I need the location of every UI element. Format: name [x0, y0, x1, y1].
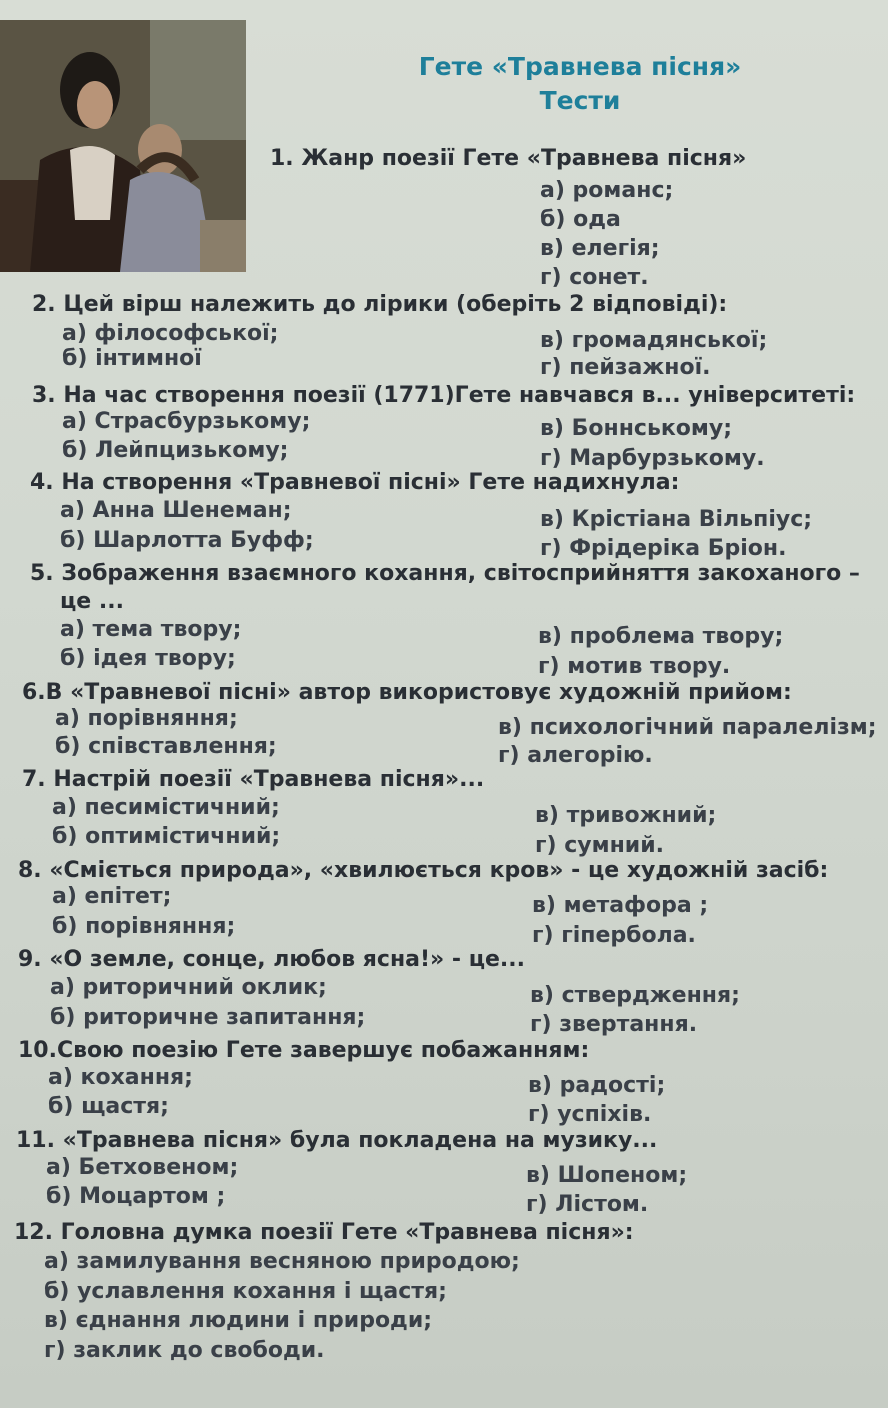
option-9a: а) риторичний оклик; — [50, 975, 327, 1000]
option-4a: а) Анна Шенеман; — [60, 498, 292, 523]
option-5c: в) проблема твору; — [538, 624, 784, 649]
option-3b: б) Лейпцизькому; — [62, 438, 289, 463]
question-5: 5. Зображення взаємного кохання, світосприйняття закоханого – — [30, 561, 860, 586]
question-2: 2. Цей вірш належить до лірики (оберіть 2 відповіді): — [32, 292, 728, 317]
option-11d: г) Лістом. — [526, 1192, 649, 1217]
question-5-cont: це ... — [60, 589, 124, 614]
question-1: 1. Жанр поезії Гете «Травнева пісня» — [270, 146, 747, 171]
option-6b: б) співставлення; — [55, 734, 277, 759]
option-5d: г) мотив твору. — [538, 654, 731, 679]
option-12a: а) замилування весняною природою; — [44, 1249, 520, 1274]
option-8b: б) порівняння; — [52, 914, 236, 939]
option-8c: в) метафора ; — [532, 893, 709, 918]
option-2c: в) громадянської; — [540, 328, 768, 353]
title-line: Гете «Травнева пісня» — [418, 52, 742, 81]
option-11b: б) Моцартом ; — [46, 1184, 226, 1209]
option-4b: б) Шарлотта Буфф; — [60, 528, 314, 553]
option-1d: г) сонет. — [540, 265, 649, 290]
option-3c: в) Боннському; — [540, 416, 733, 441]
option-12b: б) уславлення кохання і щастя; — [44, 1279, 447, 1304]
question-4: 4. На створення «Травневої пісні» Гете надихнула: — [30, 470, 680, 495]
option-6c: в) психологічний паралелізм; — [498, 715, 877, 740]
option-11c: в) Шопеном; — [526, 1163, 688, 1188]
option-12c: в) єднання людини і природи; — [44, 1308, 433, 1333]
option-7b: б) оптимістичний; — [52, 824, 281, 849]
question-10: 10.Свою поезію Гете завершує побажанням: — [18, 1038, 590, 1063]
option-12d: г) заклик до свободи. — [44, 1338, 325, 1363]
question-6: 6.В «Травневої пісні» автор використовує художній прийом: — [22, 680, 792, 705]
option-6a: а) порівняння; — [55, 706, 238, 731]
option-2a: а) філософської; — [62, 321, 279, 346]
option-1a: а) романс; — [540, 178, 674, 203]
question-12: 12. Головна думка поезії Гете «Травнева пісня»: — [14, 1220, 634, 1245]
option-2d: г) пейзажної. — [540, 355, 711, 380]
option-9d: г) звертання. — [530, 1012, 698, 1037]
painting-illustration — [0, 20, 246, 272]
option-4c: в) Крістіана Вільпіус; — [540, 507, 813, 532]
option-5b: б) ідея твору; — [60, 646, 236, 671]
option-4d: г) Фрідеріка Бріон. — [540, 536, 787, 561]
question-9: 9. «О земле, сонце, любов ясна!» - це... — [18, 947, 525, 972]
option-9c: в) ствердження; — [530, 983, 740, 1008]
option-7d: г) сумний. — [535, 833, 664, 858]
question-3: 3. На час створення поезії (1771)Гете навчався в... університеті: — [32, 383, 856, 408]
option-8a: а) епітет; — [52, 884, 172, 909]
option-3a: а) Страсбурзькому; — [62, 409, 311, 434]
option-8d: г) гіпербола. — [532, 923, 696, 948]
option-10d: г) успіхів. — [528, 1102, 652, 1127]
option-1b: б) ода — [540, 207, 621, 232]
option-6d: г) алегорію. — [498, 743, 653, 768]
option-11a: а) Бетховеном; — [46, 1155, 239, 1180]
question-8: 8. «Сміється природа», «хвилюється кров» - це художній засіб: — [18, 858, 829, 883]
option-5a: а) тема твору; — [60, 617, 242, 642]
option-7c: в) тривожний; — [535, 803, 717, 828]
question-7: 7. Настрій поезії «Травнева пісня»... — [22, 767, 485, 792]
option-10b: б) щастя; — [48, 1094, 169, 1119]
subtitle-line: Тести — [539, 86, 621, 115]
question-11: 11. «Травнева пісня» була покладена на музику... — [16, 1128, 658, 1153]
option-1c: в) елегія; — [540, 236, 660, 261]
option-9b: б) риторичне запитання; — [50, 1005, 366, 1030]
page-title — [410, 50, 750, 118]
option-3d: г) Марбурзькому. — [540, 446, 765, 471]
option-10a: а) кохання; — [48, 1065, 193, 1090]
option-2b: б) інтимної — [62, 346, 202, 371]
option-10c: в) радості; — [528, 1073, 666, 1098]
option-7a: а) песимістичний; — [52, 795, 280, 820]
